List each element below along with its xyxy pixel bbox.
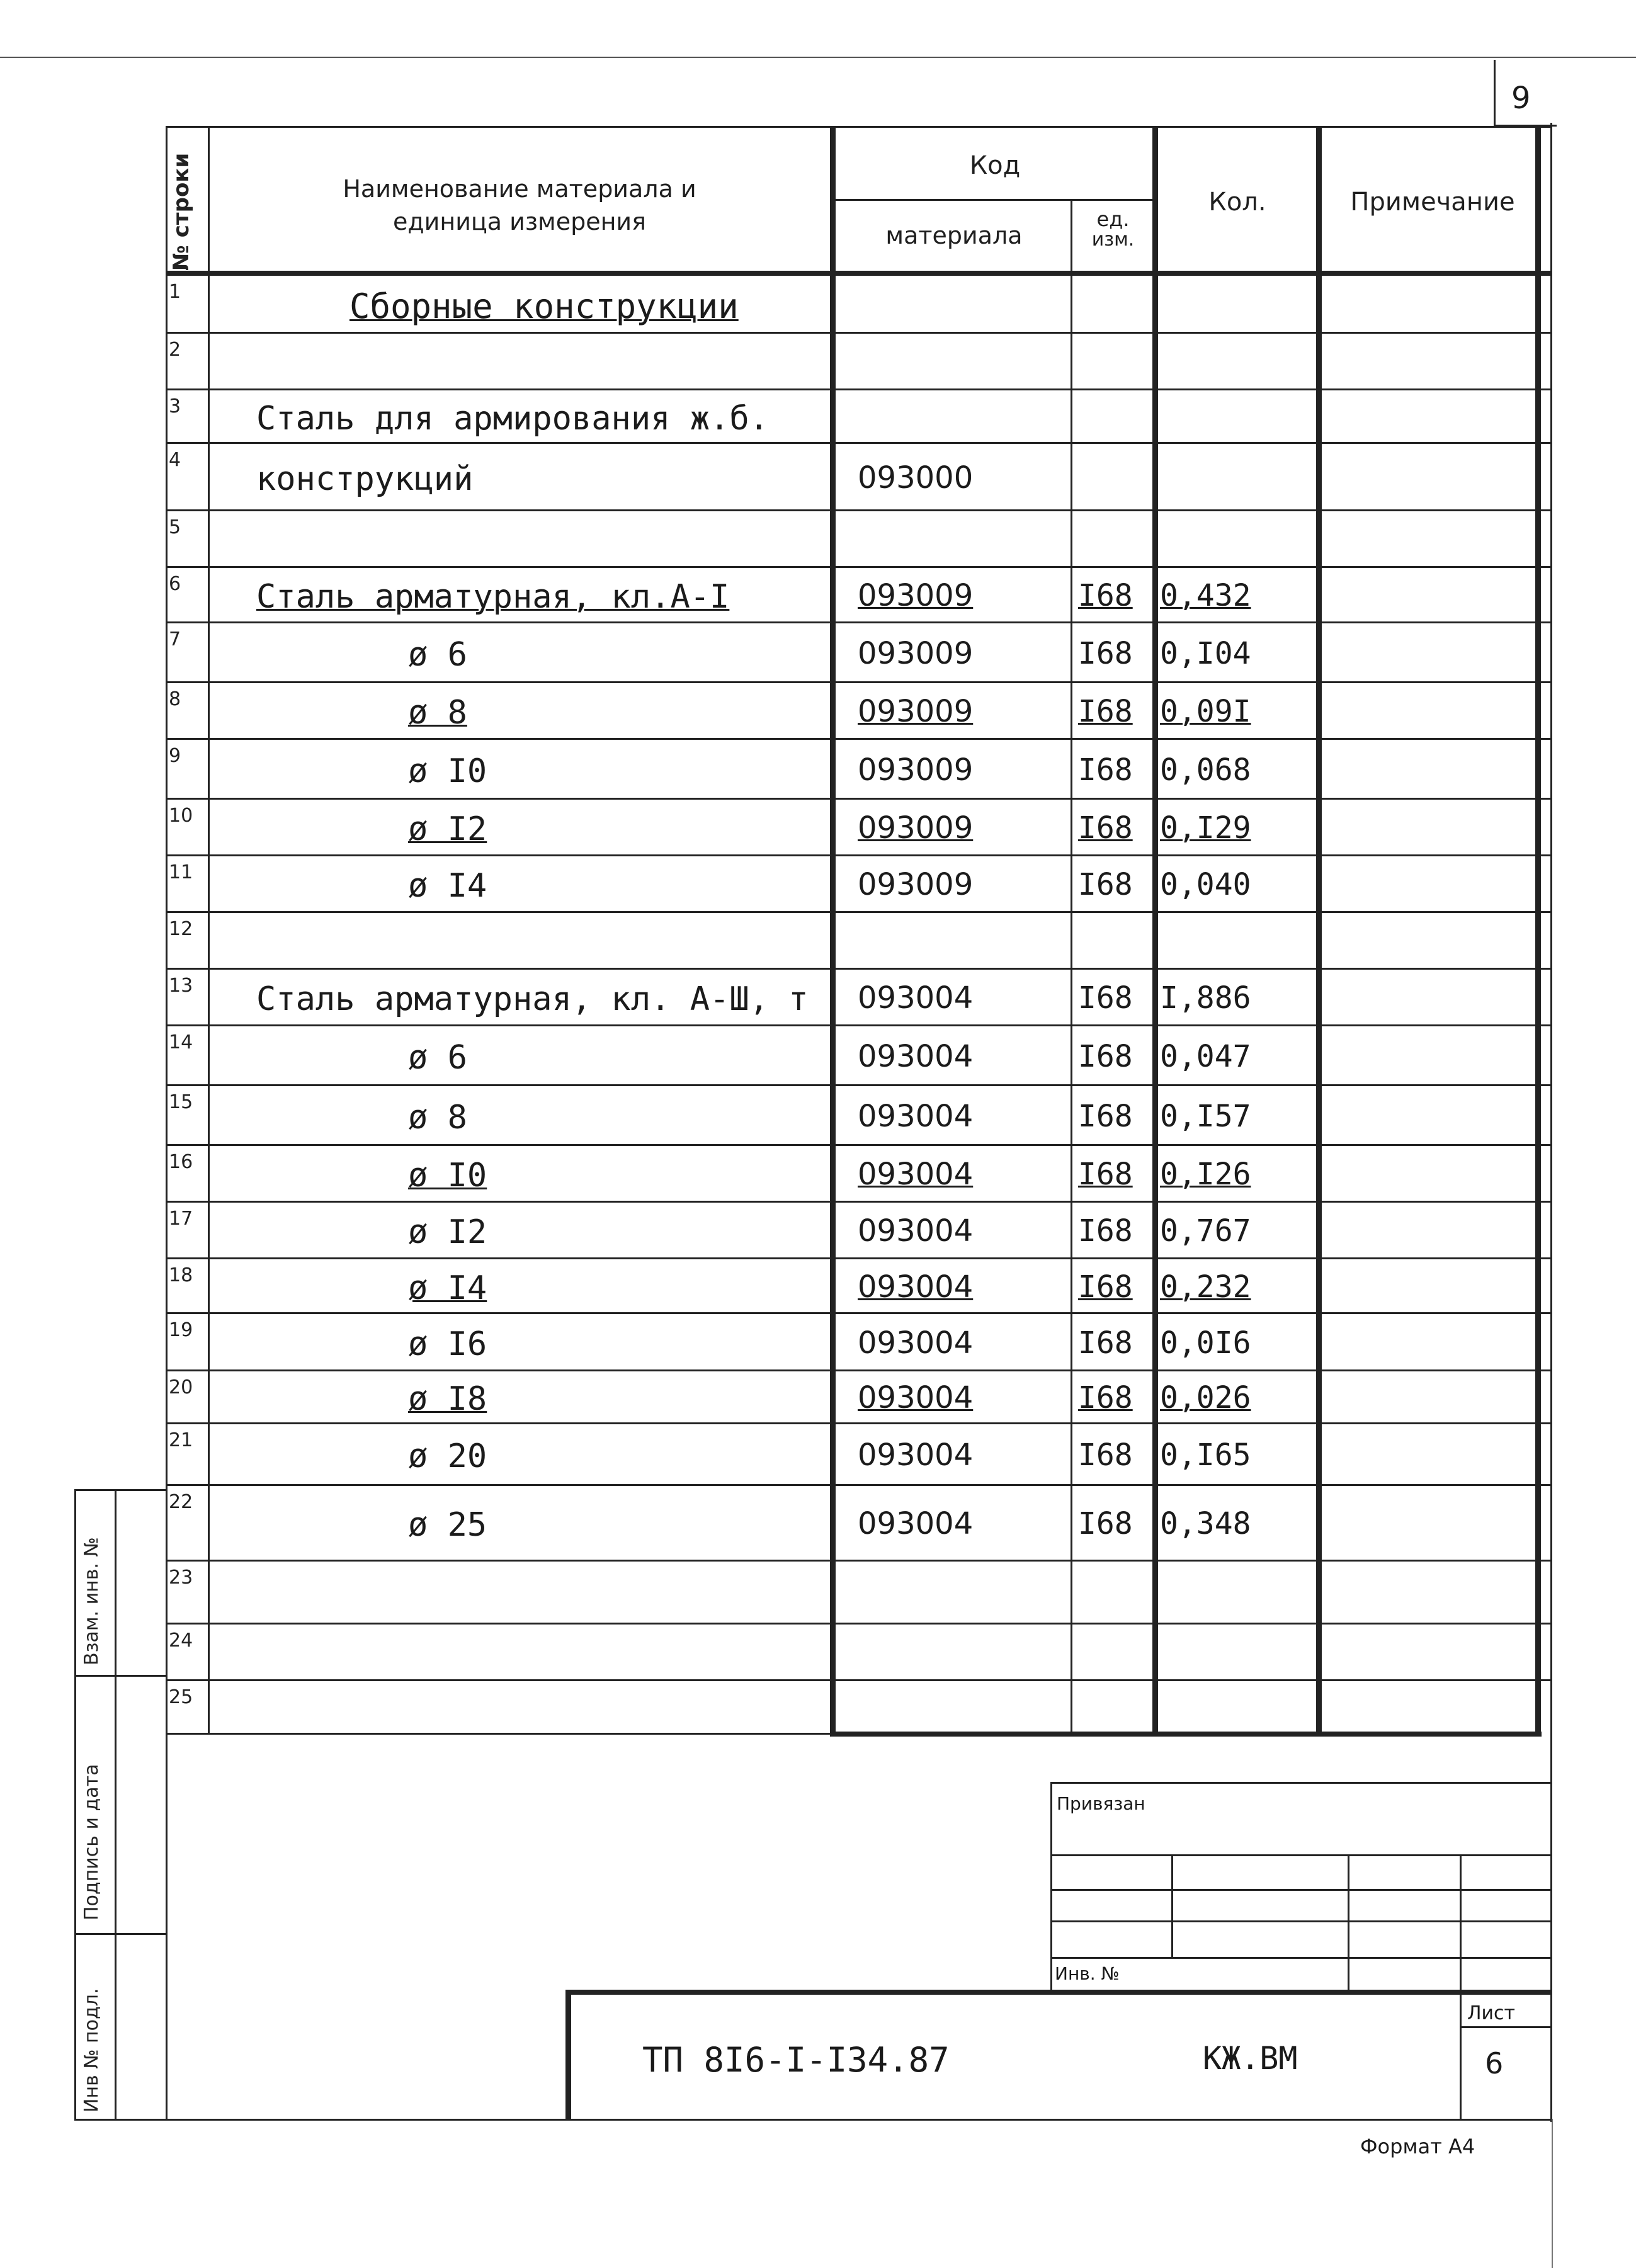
row-material-code: 093009 [858, 578, 974, 613]
row-material-name: ø I8 [408, 1380, 487, 1418]
row-number: 19 [169, 1319, 193, 1341]
row-number: 15 [169, 1091, 193, 1113]
row-divider [166, 738, 1551, 740]
doc-code: ТП 8I6-I-I34.87 [642, 2040, 950, 2080]
row-material-code: 093004 [858, 1380, 974, 1415]
row-number: 1 [169, 281, 181, 303]
row-number: 11 [169, 861, 193, 883]
row-material-name: ø 20 [408, 1437, 487, 1475]
row-number: 8 [169, 688, 181, 710]
row-divider [166, 509, 1551, 511]
header-code: Код [969, 151, 1021, 180]
sheet-number-top: 9 [1511, 81, 1531, 116]
row-number: 16 [169, 1151, 193, 1173]
stamp-main-left [565, 1990, 571, 2121]
row-divider [166, 1312, 1551, 1314]
row-quantity: 0,0I6 [1160, 1325, 1251, 1361]
row-quantity: 0,348 [1160, 1506, 1251, 1541]
stamp-outer-left [74, 1489, 76, 2119]
row-unit-code: I68 [1078, 1437, 1133, 1473]
row-material-code: 093000 [858, 460, 974, 496]
row-number: 21 [169, 1429, 193, 1451]
row-material-name: ø I4 [408, 1269, 487, 1307]
row-divider [166, 1201, 1551, 1203]
row-divider [166, 911, 1551, 913]
row-divider [166, 968, 1551, 970]
row-divider [166, 1144, 1551, 1146]
header-name-line1: Наименование материала и [343, 175, 696, 203]
row-material-name: Сталь арматурная, кл.А-I [256, 578, 730, 616]
row-number: 6 [169, 573, 181, 595]
header-unit-line2: изм. [1091, 229, 1135, 251]
row-divider [166, 1484, 1551, 1486]
row-unit-code: I68 [1078, 1213, 1133, 1249]
row-unit-code: I68 [1078, 980, 1133, 1016]
privyazan-col2 [1348, 1854, 1349, 1993]
row-material-name: ø 8 [408, 1098, 467, 1137]
row-material-code: 093009 [858, 752, 974, 788]
row-material-name: ø I4 [408, 867, 487, 905]
privyazan-col1 [1171, 1854, 1173, 1958]
rowno-col-edge [208, 126, 210, 1735]
row-unit-code: I68 [1078, 578, 1133, 613]
row-divider [166, 1084, 1551, 1086]
row-number: 3 [169, 395, 181, 417]
sheet-cell-divider [1460, 2026, 1552, 2028]
row-number: 20 [169, 1376, 193, 1398]
stamp-div1 [74, 1675, 168, 1677]
privyazan-label: Привязан [1057, 1793, 1145, 1814]
row-material-name: ø I0 [408, 1157, 487, 1194]
row-divider [166, 1422, 1551, 1424]
row-quantity: 0,09I [1160, 694, 1251, 729]
row-unit-code: I68 [1078, 810, 1133, 846]
row-number: 18 [169, 1264, 193, 1286]
row-divider [166, 332, 1551, 334]
sheet-number-box-left [1494, 60, 1496, 126]
row-unit-code: I68 [1078, 694, 1133, 729]
row-divider [166, 1257, 1551, 1259]
row-number: 2 [169, 339, 181, 361]
header-qty: Кол. [1208, 188, 1266, 217]
table-top [166, 126, 1551, 128]
row-number: 25 [169, 1686, 193, 1708]
qty-col-left [1152, 126, 1158, 1735]
note-col-left [1316, 126, 1322, 1735]
stamp-div2 [74, 1933, 168, 1935]
stamp-top [74, 1489, 168, 1491]
row-unit-code: I68 [1078, 1098, 1133, 1134]
row-material-code: 093004 [858, 1157, 974, 1192]
row-material-name: Сталь для армирования ж.б. [256, 399, 769, 438]
row-material-code: 093004 [858, 1269, 974, 1305]
privyazan-line2 [1050, 1889, 1552, 1891]
row-quantity: 0,I65 [1160, 1437, 1251, 1473]
row-material-code: 093004 [858, 1098, 974, 1134]
row-material-code: 093004 [858, 1325, 974, 1361]
row-material-name: Сборные конструкции [349, 286, 739, 326]
row-material-code: 093004 [858, 1213, 974, 1249]
row-divider [166, 1024, 1551, 1026]
row-quantity: 0,I29 [1160, 810, 1251, 846]
row-material-code: 093004 [858, 1437, 974, 1473]
row-divider [166, 798, 1551, 800]
stamp-main-top [565, 1990, 1552, 1995]
row-number: 10 [169, 805, 193, 827]
row-material-code: 093004 [858, 1506, 974, 1541]
privyazan-top [1050, 1782, 1552, 1784]
scan-top-edge [0, 57, 1636, 58]
row-quantity: 0,047 [1160, 1038, 1251, 1074]
scan-right-edge [1552, 2119, 1553, 2268]
header-note: Примечание [1350, 188, 1515, 217]
row-number: 14 [169, 1031, 193, 1053]
row-divider [166, 1560, 1551, 1562]
row-material-name: ø I6 [408, 1325, 487, 1363]
row-number: 13 [169, 975, 193, 997]
row-material-name: ø I2 [408, 1213, 487, 1251]
row-number: 9 [169, 745, 181, 767]
sheet-cell-left [1460, 1990, 1462, 2121]
row-divider [166, 566, 1551, 568]
row-material-name: ø I2 [408, 810, 487, 848]
row-divider [166, 621, 1551, 623]
stamp-podpis-data: Подпись и дата [81, 1764, 103, 1920]
format-label: Формат А4 [1360, 2135, 1475, 2158]
row-quantity: I,886 [1160, 980, 1251, 1016]
row-divider [166, 1623, 1551, 1624]
row-number: 12 [169, 918, 193, 940]
row-divider [166, 1369, 1551, 1371]
row-number: 23 [169, 1567, 193, 1589]
note-col-right [1535, 126, 1541, 1735]
row-number: 5 [169, 516, 181, 538]
table-bottom [830, 1732, 1542, 1737]
row-material-name: ø 8 [408, 694, 467, 732]
row-material-code: 093009 [858, 867, 974, 902]
table-bottom-left [166, 1733, 833, 1735]
privyazan-line4 [1050, 1957, 1552, 1959]
row-material-code: 093009 [858, 635, 974, 671]
row-quantity: 0,I26 [1160, 1157, 1251, 1192]
row-material-code: 093004 [858, 1038, 974, 1074]
row-unit-code: I68 [1078, 1038, 1133, 1074]
row-divider [166, 442, 1551, 444]
row-quantity: 0,026 [1160, 1380, 1251, 1415]
row-material-code: 093009 [858, 694, 974, 729]
row-number: 22 [169, 1491, 193, 1513]
row-unit-code: I68 [1078, 1269, 1133, 1305]
row-number: 24 [169, 1630, 193, 1652]
row-unit-code: I68 [1078, 1380, 1133, 1415]
code-col-left [830, 126, 836, 1735]
row-unit-code: I68 [1078, 1157, 1133, 1192]
row-quantity: 0,767 [1160, 1213, 1251, 1249]
row-unit-code: I68 [1078, 752, 1133, 788]
row-divider [166, 1679, 1551, 1681]
row-divider [166, 681, 1551, 683]
row-quantity: 0,I04 [1160, 635, 1251, 671]
sheet-value: 6 [1485, 2046, 1504, 2080]
row-number: 4 [169, 449, 181, 471]
row-number: 7 [169, 628, 181, 650]
frame-right [1550, 123, 1552, 2122]
row-material-name: ø 6 [408, 635, 467, 674]
row-material-code: 093004 [858, 980, 974, 1016]
row-unit-code: I68 [1078, 867, 1133, 902]
stamp-bottom [74, 2119, 1552, 2121]
row-quantity: 0,040 [1160, 867, 1251, 902]
stamp-inv-podl: Инв № подл. [81, 1988, 103, 2112]
privyazan-line1 [1050, 1854, 1552, 1856]
frame-left [166, 126, 168, 2119]
row-quantity: 0,432 [1160, 578, 1251, 613]
row-number: 17 [169, 1208, 193, 1230]
stamp-inner-divider [115, 1489, 116, 2119]
row-material-name: конструкций [256, 460, 474, 498]
row-quantity: 0,I57 [1160, 1098, 1251, 1134]
privyazan-line3 [1050, 1920, 1552, 1922]
header-bottom [166, 271, 1551, 276]
code-split-line [830, 199, 1154, 201]
header-name-line2: единица измерения [393, 208, 646, 235]
row-unit-code: I68 [1078, 1506, 1133, 1541]
inv-no-label: Инв. № [1055, 1963, 1120, 1984]
row-unit-code: I68 [1078, 1325, 1133, 1361]
doc-mark: КЖ.ВМ [1203, 2040, 1298, 2077]
row-material-name: Сталь арматурная, кл. А-Ш, т [256, 980, 809, 1018]
stamp-vzam-inv: Взам. инв. № [81, 1537, 103, 1665]
row-material-name: ø I0 [408, 752, 487, 790]
row-divider [166, 388, 1551, 390]
row-quantity: 0,068 [1160, 752, 1251, 788]
header-unit-line1: ед. [1096, 207, 1130, 231]
header-row-no: № строки [169, 152, 194, 271]
row-material-name: ø 25 [408, 1506, 487, 1544]
row-material-code: 093009 [858, 810, 974, 846]
row-divider [166, 854, 1551, 856]
row-material-name: ø 6 [408, 1038, 467, 1077]
row-unit-code: I68 [1078, 635, 1133, 671]
sheet-label: Лист [1467, 2002, 1516, 2024]
row-quantity: 0,232 [1160, 1269, 1251, 1305]
header-material: материала [885, 222, 1023, 249]
